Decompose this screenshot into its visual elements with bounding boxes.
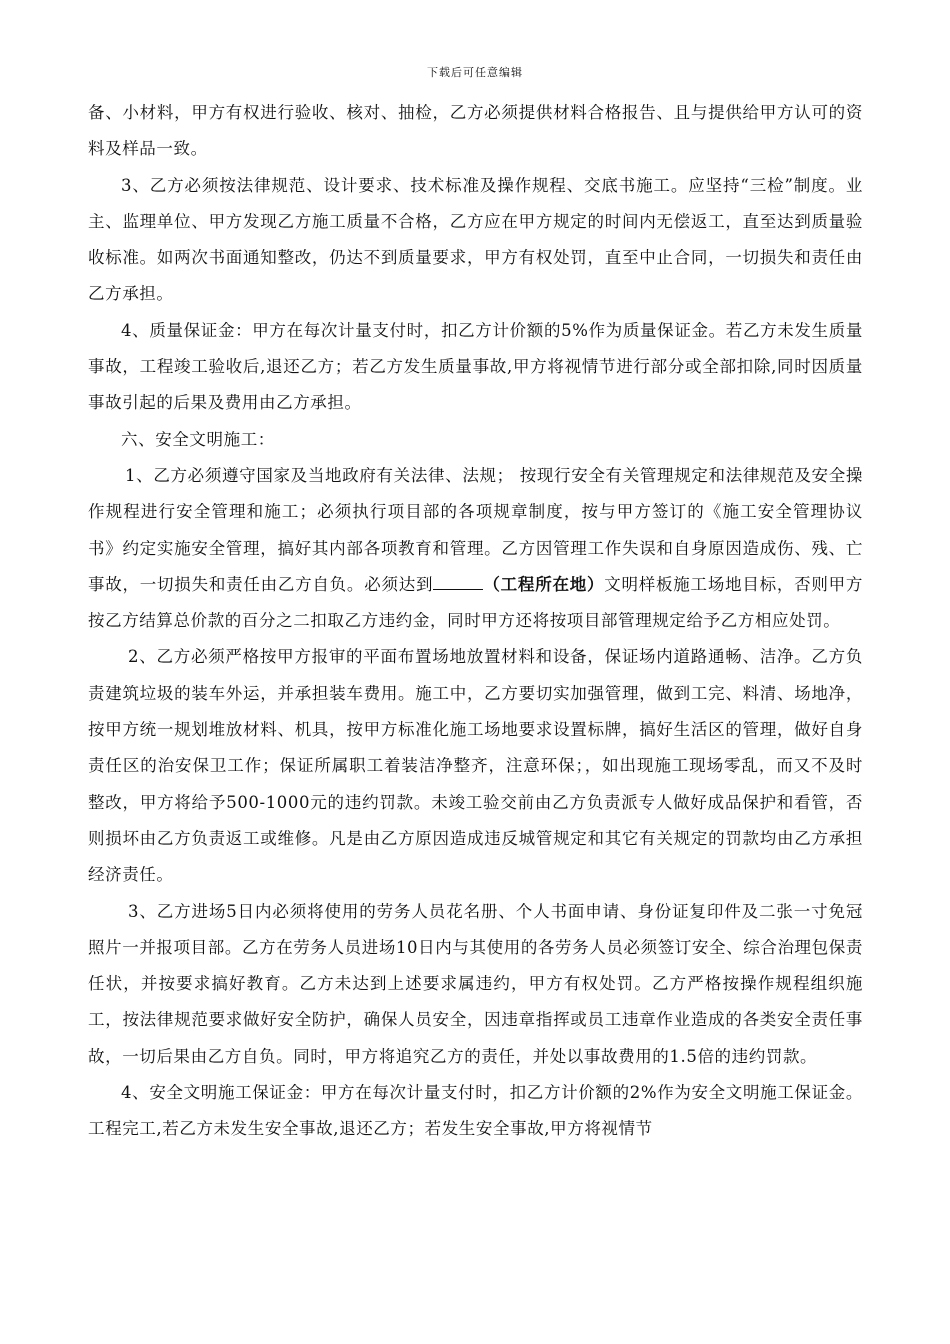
paragraph-safety-deposit: 4、安全文明施工保证金：甲方在每次计量支付时，扣乙方计价额的2%作为安全文明施工保证金。工程完工,若乙方未发生安全事故,退还乙方；若发生安全事故,甲方将视情节 (88, 1083, 863, 1139)
paragraph-quality-inspection: 3、乙方必须按法律规范、设计要求、技术标准及操作规程、交底书施工。应坚持“三检”制度。业主、监理单位、甲方发现乙方施工质量不合格，乙方应在甲方规定的时间内无偿返工，直至达到质量验收标准。如两次书面通知整改，仍达不到质量要求，甲方有权处罚，直至中止合同，一切损失和责任由乙方承担。 (88, 175, 863, 304)
project-location-label: （工程所在地） (483, 574, 605, 594)
section-heading-safety: 六、安全文明施工： (121, 429, 275, 449)
fill-in-blank (433, 575, 483, 590)
paragraph-materials-continued: 备、小材料，甲方有权进行验收、核对、抽检，乙方必须提供材料合格报告、且与提供给甲方认可的资料及样品一致。 (88, 103, 863, 159)
paragraph-labor-registration: 3、乙方进场5日内必须将使用的劳务人员花名册、个人书面申请、身份证复印件及二张一寸免冠照片一并报项目部。乙方在劳务人员进场10日内与其使用的各劳务人员必须签订安全、综合治理包保责任状，并按要求搞好教育。乙方未达到上述要求属违约，甲方有权处罚。乙方严格按操作规程组织施工，按法律规范要求做好安全防护，确保人员安全，因违章指挥或员工违章作业造成的各类安全责任事故，一切后果由乙方自负。同时，甲方将追究乙方的责任，并处以事故费用的1.5倍的违约罚款。 (88, 901, 863, 1066)
paragraph-safety-law-text-b: 文明样板施工场地目标，否则甲方按乙方结算总价款的百分之二扣取乙方违约金，同时甲方还将按项目部管理规定给予乙方相应处罚。 (88, 574, 864, 631)
paragraph-quality-deposit: 4、质量保证金：甲方在每次计量支付时，扣乙方计价额的5%作为质量保证金。若乙方未发生质量事故，工程竣工验收后,退还乙方；若乙方发生质量事故,甲方将视情节进行部分或全部扣除,同时因质量事故引起的后果及费用由乙方承担。 (88, 320, 863, 413)
paragraph-site-layout: 2、乙方必须严格按甲方报审的平面布置场地放置材料和设备，保证场内道路通畅、洁净。乙方负责建筑垃圾的装车外运，并承担装车费用。施工中，乙方要切实加强管理，做到工完、料清、场地净，按甲方统一规划堆放材料、机具，按甲方标准化施工场地要求设置标牌，搞好生活区的管理，做好自身责任区的治安保卫工作；保证所属职工着装洁净整齐，注意环保；，如出现施工现场零乱，而又不及时整改，甲方将给予500-1000元的违约罚款。未竣工验交前由乙方负责派专人做好成品保护和看管，否则损坏由乙方负责返工或维修。凡是由乙方原因造成违反城管规定和其它有关规定的罚款均由乙方承担经济责任。 (88, 647, 863, 885)
document-body (88, 95, 863, 1148)
paragraph-safety-law-text-a: 1、乙方必须遵守国家及当地政府有关法律、法规； 按现行安全有关管理规定和法律规范及安全操作规程进行安全管理和施工；必须执行项目部的各项规章制度，按与甲方签订的《施工安全管理协议书》约定实施安全管理，搞好其内部各项教育和管理。乙方因管理工作失误和自身原因造成伤、残、亡事故，一切损失和责任由乙方自负。必须达到 (88, 465, 863, 594)
header-note: 下载后可任意编辑 (427, 66, 523, 79)
paragraph-safety-law (88, 458, 863, 639)
